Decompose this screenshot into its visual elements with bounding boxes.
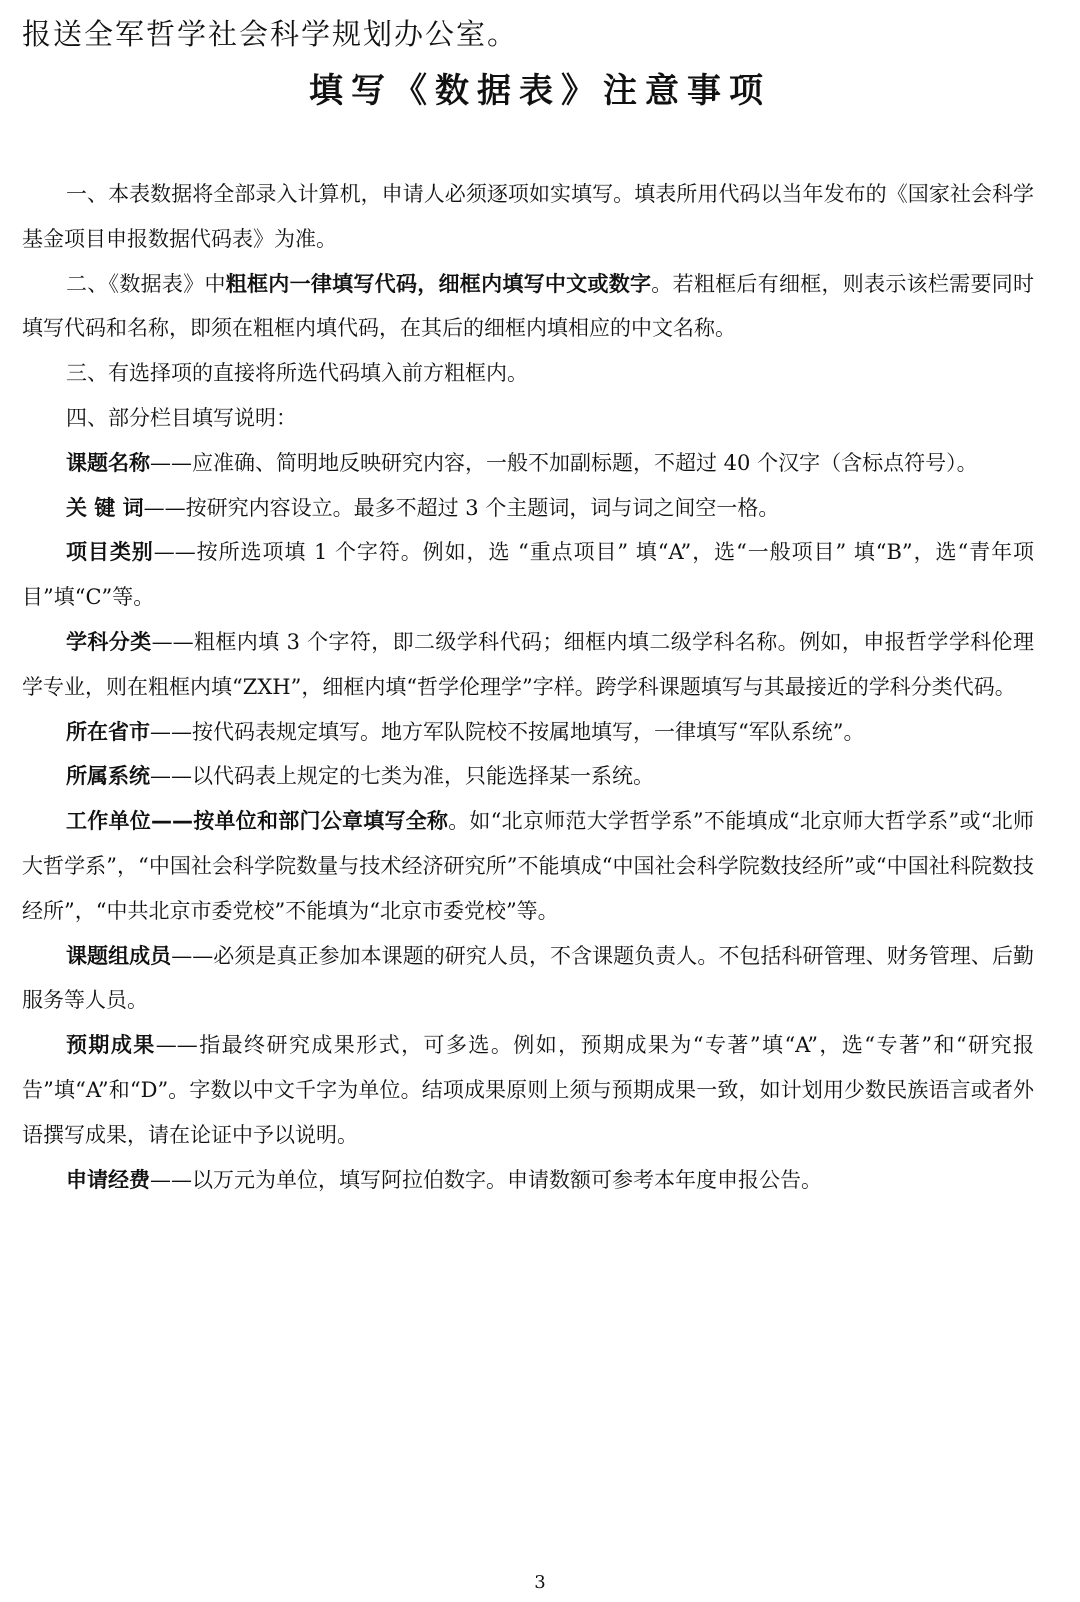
- paragraph-4: 四、部分栏目填写说明：: [66, 405, 297, 430]
- field-note-funding: [22, 1158, 1034, 1203]
- field-note-project-category: [22, 530, 1034, 620]
- field-label: 工作单位: [66, 809, 151, 834]
- field-description: ——按研究内容设立。最多不超过 3 个主题词，词与词之间空一格。: [143, 495, 780, 520]
- field-emphasis: ——按单位和部门公章填写全称: [150, 809, 449, 834]
- field-label: 课题名称: [66, 450, 150, 475]
- field-label: 课题组成员: [66, 943, 172, 968]
- field-note-province: [22, 710, 1034, 755]
- field-description: ——以万元为单位，填写阿拉伯数字。申请数额可参考本年度申报公告。: [150, 1167, 822, 1192]
- field-note-work-unit: [22, 799, 1034, 933]
- paragraph-2-emphasis: 粗框内一律填写代码，细框内填写中文或数字: [225, 271, 652, 296]
- field-label: 所属系统: [66, 764, 150, 789]
- paragraph-2: [22, 262, 1034, 352]
- field-description: ——指最终研究成果形式，可多选。例如，预期成果为“专著”填“A”，选“专著”和“研究报告”填“A”和“D”。字数以中文千字为单位。结项成果原则上须与预期成果一致，如计划用少数民族语言或者外语撰写成果，请在论证中予以说明。: [22, 1033, 1034, 1147]
- field-label: 预期成果: [66, 1033, 156, 1058]
- paragraph-2-prefix: 二、《数据表》中: [66, 271, 226, 296]
- field-note-expected-results: [22, 1023, 1034, 1157]
- field-description: ——按所选项填 1 个字符。例如，选 “重点项目” 填“A”，选“一般项目” 填“B”，选“青年项目”填“C”等。: [22, 540, 1035, 610]
- field-note-system: [22, 754, 1034, 799]
- field-description: ——粗框内填 3 个字符，即二级学科代码；细框内填二级学科名称。例如，申报哲学学科伦理学专业，则在粗框内填“ZXH”，细框内填“哲学伦理学”字样。跨学科课题填写与其最接近的学科分类代码。: [22, 629, 1034, 699]
- field-description: ——以代码表上规定的七类为准，只能选择某一系统。: [150, 764, 654, 789]
- page-number: 3: [534, 1572, 546, 1593]
- field-description: ——应准确、简明地反映研究内容，一般不加副标题，不超过 40 个汉字（含标点符号）。: [150, 450, 978, 475]
- paragraph-1: 一、本表数据将全部录入计算机，申请人必须逐项如实填写。填表所用代码以当年发布的《国家社会科学基金项目申报数据代码表》为准。: [22, 182, 1034, 251]
- header-text: 报送全军哲学社会科学规划办公室。: [22, 17, 519, 51]
- field-description: 。如“北京师范大学哲学系”不能填成“北京师大哲学系”或“北师大哲学系”，“中国社会科学院数量与技术经济研究所”不能填成“中国社会科学院数技经所”或“中国社科院数技经所”，“中共北京市委党校”不能填为“北京市委党校”等。: [22, 809, 1034, 923]
- field-label: 项目类别: [66, 540, 154, 565]
- page-title: 填写《数据表》注意事项: [309, 71, 771, 111]
- document-body: [22, 172, 1034, 1202]
- paragraph-2-suffix: 。若粗框后有细框，则表示该栏需要同时填写代码和名称，即须在粗框内填代码，在其后的细框内填相应的中文名称。: [22, 271, 1035, 341]
- field-note-keywords: [22, 486, 1034, 531]
- field-description: ——必须是真正参加本课题的研究人员，不含课题负责人。不包括科研管理、财务管理、后勤服务等人员。: [22, 943, 1035, 1013]
- field-label: 所在省市: [66, 719, 150, 744]
- field-note-team-members: [22, 934, 1034, 1024]
- field-label: 学科分类: [66, 629, 152, 654]
- paragraph-3: 三、有选择项的直接将所选代码填入前方粗框内。: [66, 361, 528, 386]
- field-note-discipline: [22, 620, 1034, 710]
- field-note-topic-title: [22, 441, 1034, 486]
- field-label: 申请经费: [66, 1167, 150, 1192]
- field-description: ——按代码表规定填写。地方军队院校不按属地填写，一律填写“军队系统”。: [150, 719, 865, 744]
- field-label: 关 键 词: [66, 495, 144, 520]
